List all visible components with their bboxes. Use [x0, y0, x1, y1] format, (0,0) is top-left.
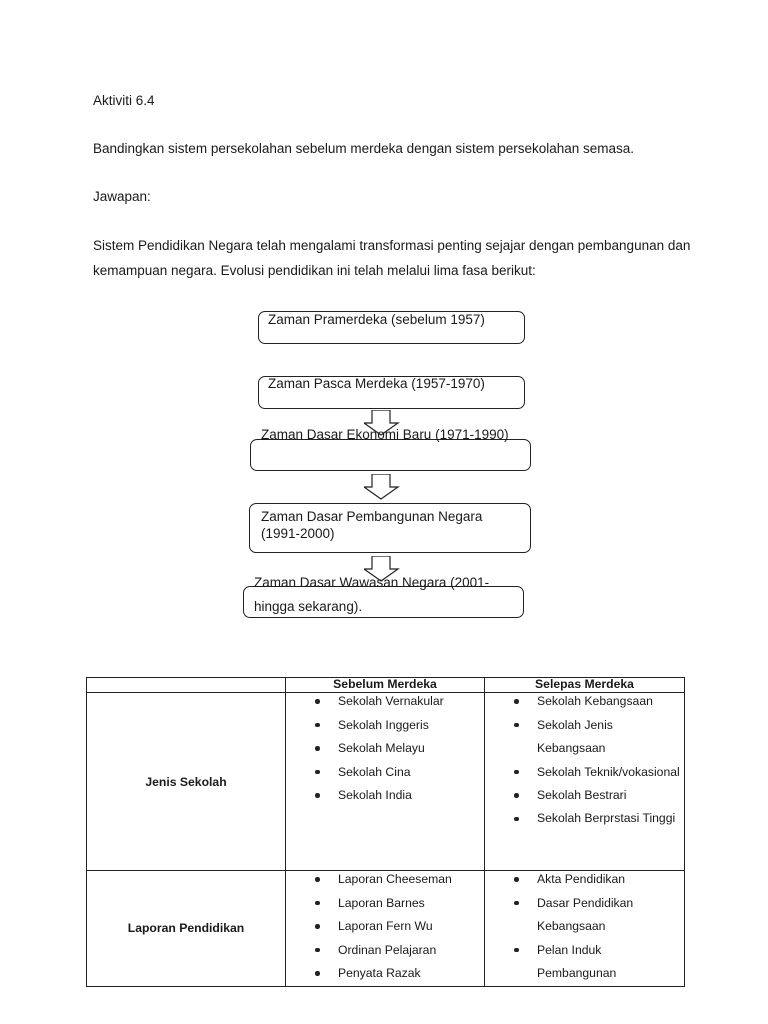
list-item: Sekolah Kebangsaan — [485, 690, 680, 714]
list-item: Ordinan Pelajaran — [286, 939, 480, 963]
list-item: Sekolah Melayu — [286, 737, 480, 761]
cell-after — [485, 693, 685, 871]
list-item: Sekolah Vernakular — [286, 690, 480, 714]
list-item: Akta Pendidikan — [485, 868, 680, 892]
list-item: Sekolah Inggeris — [286, 714, 480, 738]
intro-paragraph: Sistem Pendidikan Negara telah mengalami transformasi penting sejajar dengan pembangunan dan kemampuan negara. Evolusi pendidikan ini telah melalui lima fasa berikut: — [93, 238, 691, 278]
list-item: Sekolah Jenis Kebangsaan — [485, 714, 680, 761]
list-item: Laporan Cheeseman — [286, 868, 480, 892]
phase-label-1: Zaman Pramerdeka (sebelum 1957) — [268, 312, 485, 327]
activity-title: Aktiviti 6.4 — [93, 93, 155, 108]
list-item: Sekolah Teknik/vokasional — [485, 761, 680, 785]
list-item: Dasar Pendidikan Kebangsaan — [485, 892, 680, 939]
list-item: Sekolah Berprstasi Tinggi — [485, 808, 680, 829]
row-label: Laporan Pendidikan — [87, 871, 286, 987]
cell-after — [485, 871, 685, 987]
row-label: Jenis Sekolah — [87, 693, 286, 871]
list-item: Pelan Induk Pembangunan — [485, 939, 680, 986]
header-empty — [87, 678, 286, 693]
phase-label-2: Zaman Pasca Merdeka (1957-1970) — [268, 376, 485, 391]
phase-label-4: Zaman Dasar Pembangunan Negara (1991-2000) — [261, 509, 483, 541]
cell-before — [286, 871, 485, 987]
table-row — [87, 693, 685, 871]
list-item: Sekolah Bestrari — [485, 784, 680, 808]
list-item: Sekolah India — [286, 784, 480, 808]
down-arrow-icon — [364, 474, 402, 500]
list-item: Laporan Barnes — [286, 892, 480, 916]
cell-before — [286, 693, 485, 871]
question-text: Bandingkan sistem persekolahan sebelum merdeka dengan sistem persekolahan semasa. — [93, 141, 635, 156]
comparison-table — [86, 677, 685, 987]
header-after: Selepas Merdeka — [485, 678, 685, 693]
answer-label: Jawapan: — [93, 189, 151, 204]
list-item: Laporan Fern Wu — [286, 915, 480, 939]
list-item: Penyata Razak — [286, 962, 480, 986]
phase-label-5: Zaman Dasar Wawasan Negara (2001-hingga sekarang). — [254, 575, 490, 614]
phase-label-3: Zaman Dasar Ekonomi Baru (1971-1990) — [261, 427, 509, 442]
header-before: Sebelum Merdeka — [286, 678, 485, 693]
list-item: Sekolah Cina — [286, 761, 480, 785]
table-row — [87, 871, 685, 987]
